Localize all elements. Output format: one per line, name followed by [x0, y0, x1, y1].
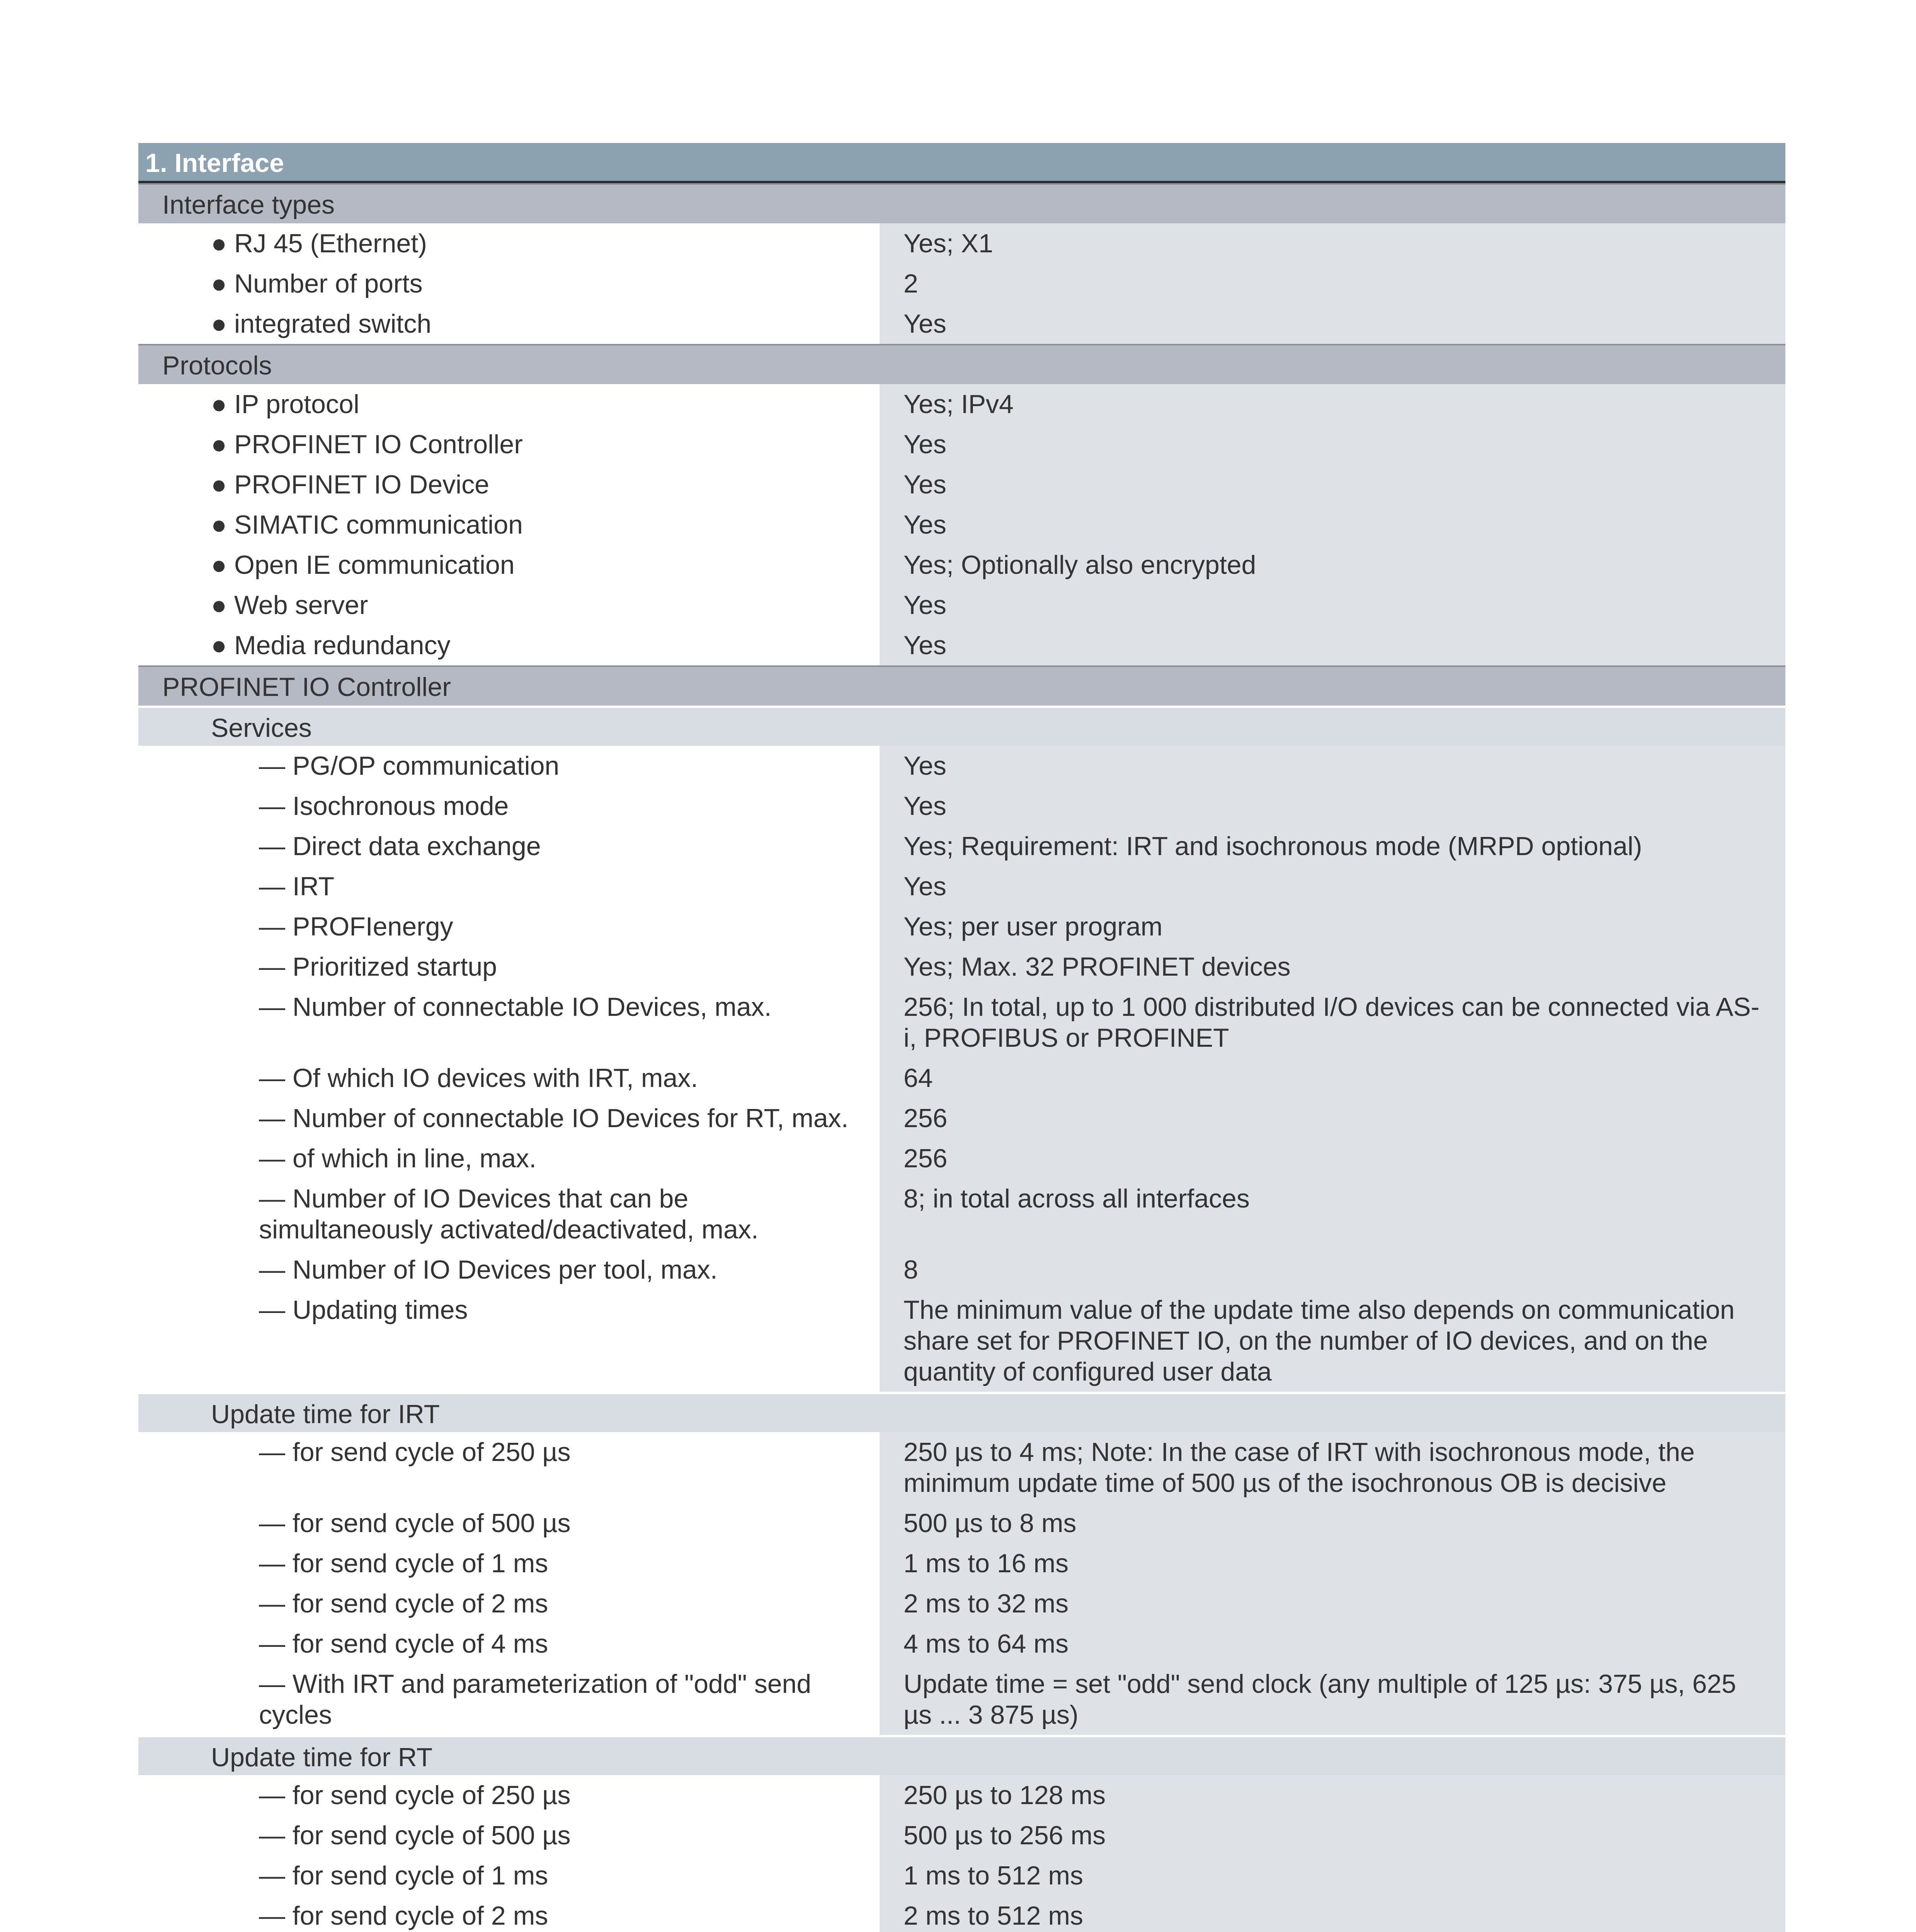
spec-row — [138, 1058, 1785, 1098]
spec-row — [138, 826, 1785, 866]
spec-row — [138, 1290, 1785, 1392]
spec-value: Yes — [880, 505, 1785, 545]
spec-label: — for send cycle of 500 µs — [138, 1815, 880, 1855]
spec-value: Yes — [880, 625, 1785, 665]
spec-label: ● Number of ports — [138, 264, 880, 304]
spec-value: Yes — [880, 746, 1785, 786]
spec-label: ● Open IE communication — [138, 545, 880, 585]
spec-value: 8 — [880, 1250, 1785, 1290]
spec-row — [138, 1624, 1785, 1664]
spec-label: — With IRT and parameterization of "odd" send cycles — [138, 1664, 880, 1735]
spec-row — [138, 464, 1785, 505]
spec-value: Yes — [880, 464, 1785, 505]
spec-label: — Direct data exchange — [138, 826, 880, 866]
spec-value: 250 µs to 128 ms — [880, 1775, 1785, 1815]
spec-label: ● SIMATIC communication — [138, 505, 880, 545]
spec-value: Yes; X1 — [880, 223, 1785, 264]
spec-table — [138, 143, 1785, 1932]
spec-label: ● IP protocol — [138, 384, 880, 424]
category-header: Protocols — [138, 344, 1785, 384]
spec-value: 256 — [880, 1138, 1785, 1179]
spec-row — [138, 1815, 1785, 1855]
spec-row — [138, 1432, 1785, 1503]
spec-label: — Updating times — [138, 1290, 880, 1392]
spec-label: — PG/OP communication — [138, 746, 880, 786]
spec-value: 1 ms to 512 ms — [880, 1855, 1785, 1896]
category-header: Interface types — [138, 183, 1785, 223]
spec-row — [138, 424, 1785, 464]
spec-label: — for send cycle of 250 µs — [138, 1432, 880, 1503]
spec-value: 2 ms to 512 ms — [880, 1896, 1785, 1932]
spec-value: 256 — [880, 1098, 1785, 1138]
subcategory-header: Update time for IRT — [138, 1392, 1785, 1432]
spec-value: Yes — [880, 304, 1785, 344]
spec-value: Yes — [880, 424, 1785, 464]
spec-label: ● integrated switch — [138, 304, 880, 344]
spec-label: ● RJ 45 (Ethernet) — [138, 223, 880, 264]
spec-label: — Of which IO devices with IRT, max. — [138, 1058, 880, 1098]
spec-value: Yes; IPv4 — [880, 384, 1785, 424]
spec-row — [138, 545, 1785, 585]
spec-value: Yes; per user program — [880, 906, 1785, 947]
spec-label: — Number of connectable IO Devices, max. — [138, 987, 880, 1058]
spec-label: — IRT — [138, 866, 880, 906]
spec-row — [138, 1583, 1785, 1624]
spec-row — [138, 987, 1785, 1058]
spec-row — [138, 1250, 1785, 1290]
spec-value: Yes — [880, 866, 1785, 906]
spec-label: ● Media redundancy — [138, 625, 880, 665]
spec-label: — for send cycle of 4 ms — [138, 1624, 880, 1664]
spec-value: 1 ms to 16 ms — [880, 1543, 1785, 1583]
spec-row — [138, 1896, 1785, 1932]
spec-row — [138, 505, 1785, 545]
spec-label: — for send cycle of 250 µs — [138, 1775, 880, 1815]
spec-label: ● PROFINET IO Controller — [138, 424, 880, 464]
spec-row — [138, 1775, 1785, 1815]
spec-value: Yes — [880, 585, 1785, 625]
spec-value: 4 ms to 64 ms — [880, 1624, 1785, 1664]
category-header: PROFINET IO Controller — [138, 665, 1785, 706]
spec-value: Yes — [880, 786, 1785, 826]
spec-row — [138, 1503, 1785, 1543]
spec-row — [138, 625, 1785, 665]
spec-label: — for send cycle of 2 ms — [138, 1583, 880, 1624]
spec-row — [138, 786, 1785, 826]
spec-row — [138, 264, 1785, 304]
spec-row — [138, 1179, 1785, 1250]
spec-value: 500 µs to 8 ms — [880, 1503, 1785, 1543]
spec-row — [138, 223, 1785, 264]
spec-value: Yes; Optionally also encrypted — [880, 545, 1785, 585]
spec-label: — PROFIenergy — [138, 906, 880, 947]
spec-value: 2 ms to 32 ms — [880, 1583, 1785, 1624]
spec-label: — Prioritized startup — [138, 947, 880, 987]
spec-value: 64 — [880, 1058, 1785, 1098]
spec-label: — Number of connectable IO Devices for RT, max. — [138, 1098, 880, 1138]
spec-label: — for send cycle of 500 µs — [138, 1503, 880, 1543]
spec-row — [138, 1664, 1785, 1735]
section-header: 1. Interface — [138, 143, 1785, 183]
spec-label: — Number of IO Devices that can be simultaneously activated/deactivated, max. — [138, 1179, 880, 1250]
spec-row — [138, 1138, 1785, 1179]
spec-label: — for send cycle of 1 ms — [138, 1543, 880, 1583]
spec-label: ● PROFINET IO Device — [138, 464, 880, 505]
spec-row — [138, 746, 1785, 786]
spec-row — [138, 1098, 1785, 1138]
spec-label: — for send cycle of 2 ms — [138, 1896, 880, 1932]
spec-value: Update time = set "odd" send clock (any multiple of 125 µs: 375 µs, 625 µs ... 3 875 µs) — [880, 1664, 1785, 1735]
spec-row — [138, 947, 1785, 987]
spec-value: 256; In total, up to 1 000 distributed I/O devices can be connected via AS-i, PROFIBUS or PROFINET — [880, 987, 1785, 1058]
subcategory-header: Services — [138, 706, 1785, 746]
spec-label: ● Web server — [138, 585, 880, 625]
spec-row — [138, 304, 1785, 344]
spec-value: Yes; Max. 32 PROFINET devices — [880, 947, 1785, 987]
spec-row — [138, 866, 1785, 906]
spec-label: — Isochronous mode — [138, 786, 880, 826]
spec-value: 2 — [880, 264, 1785, 304]
spec-label: — for send cycle of 1 ms — [138, 1855, 880, 1896]
spec-value: 250 µs to 4 ms; Note: In the case of IRT with isochronous mode, the minimum update time of 500 µs of the isochronous OB is decisive — [880, 1432, 1785, 1503]
spec-value: 500 µs to 256 ms — [880, 1815, 1785, 1855]
spec-value: The minimum value of the update time also depends on communication share set for PROFINET IO, on the number of IO devices, and on the quantity of configured user data — [880, 1290, 1785, 1392]
spec-row — [138, 585, 1785, 625]
spec-row — [138, 1855, 1785, 1896]
spec-row — [138, 1543, 1785, 1583]
spec-row — [138, 906, 1785, 947]
spec-label: — Number of IO Devices per tool, max. — [138, 1250, 880, 1290]
subcategory-header: Update time for RT — [138, 1735, 1785, 1775]
spec-row — [138, 384, 1785, 424]
spec-value: 8; in total across all interfaces — [880, 1179, 1785, 1250]
spec-label: — of which in line, max. — [138, 1138, 880, 1179]
spec-value: Yes; Requirement: IRT and isochronous mode (MRPD optional) — [880, 826, 1785, 866]
